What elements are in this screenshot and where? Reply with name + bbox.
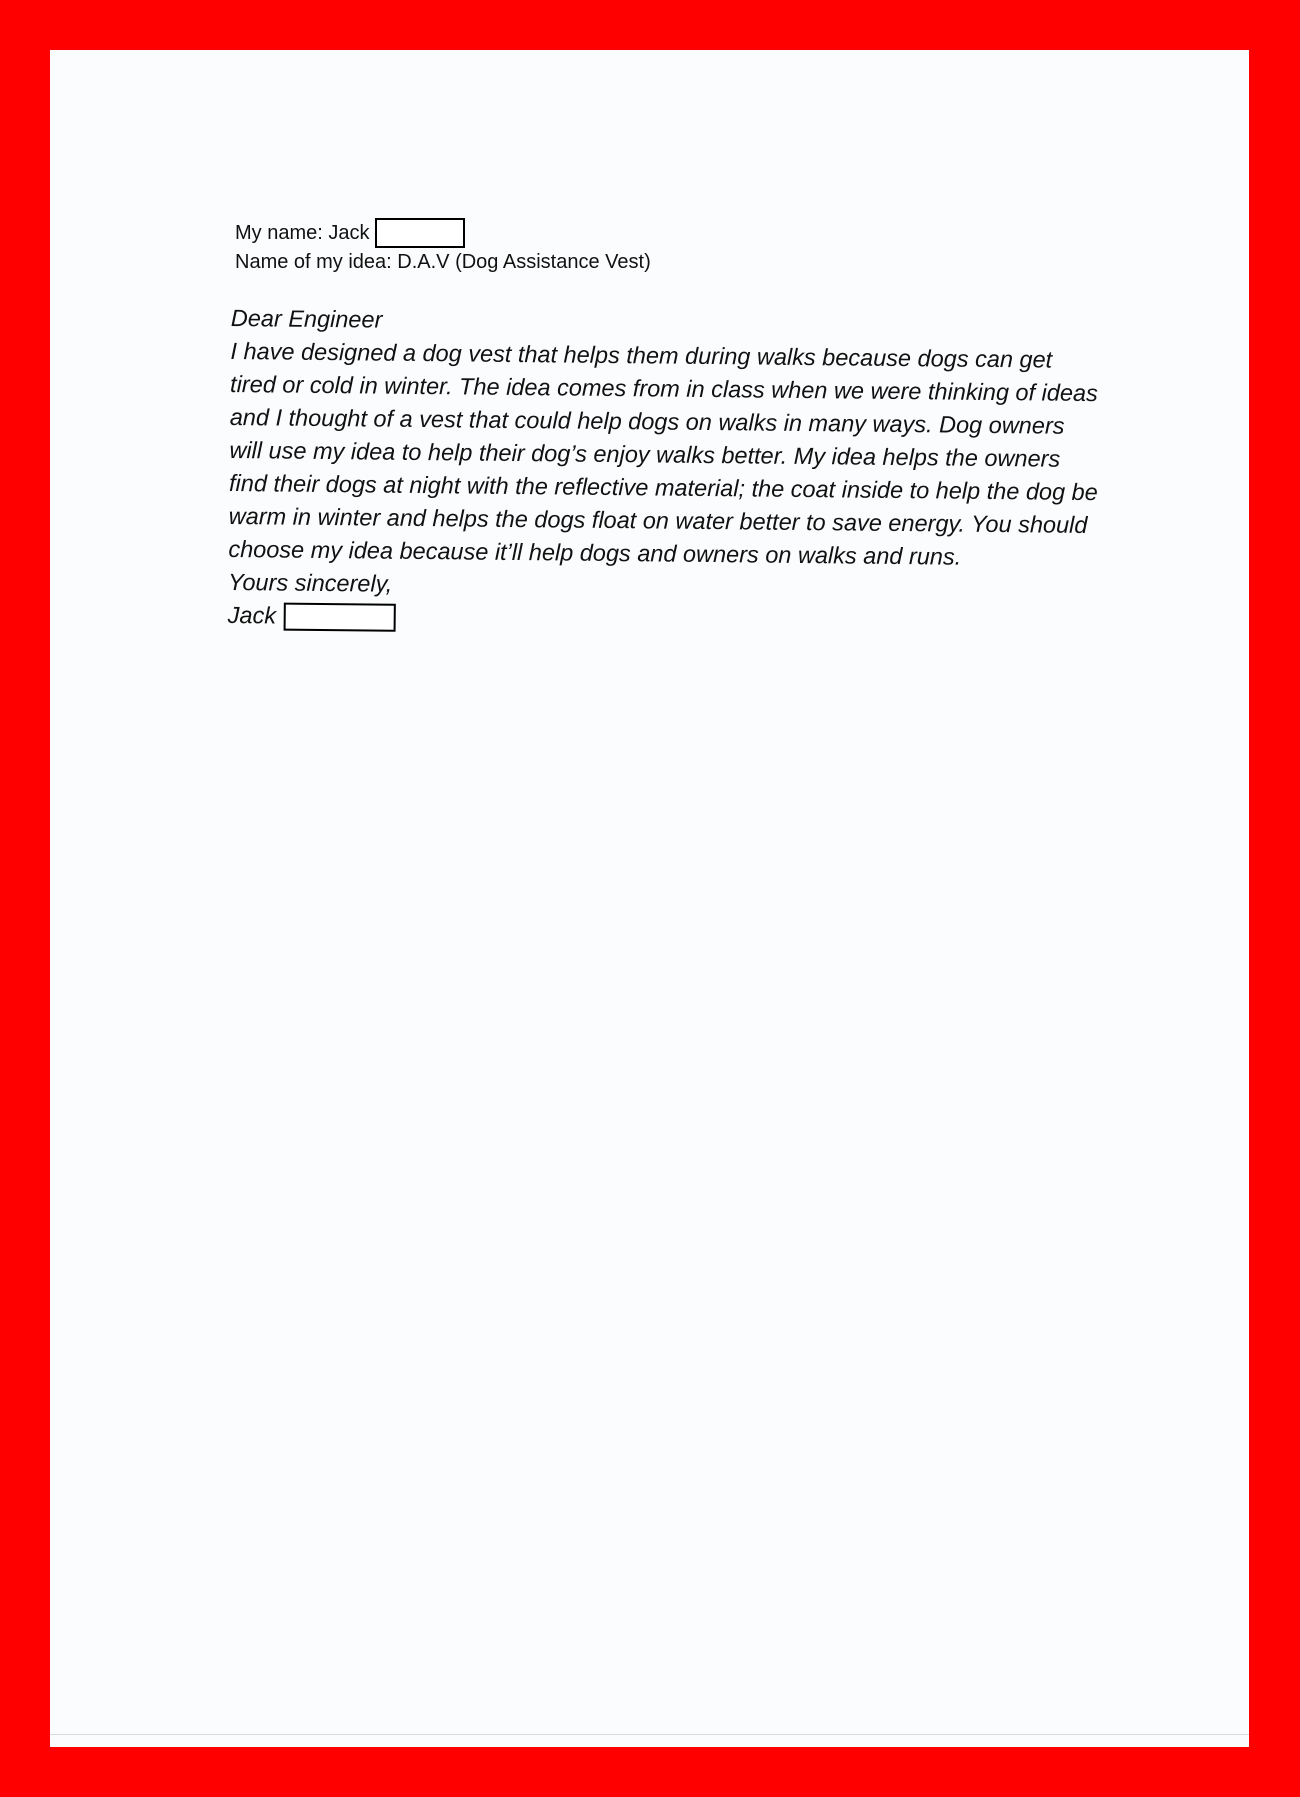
header-block bbox=[235, 218, 651, 277]
idea-line bbox=[235, 248, 651, 277]
name-line bbox=[235, 218, 651, 248]
redacted-signature-box bbox=[284, 602, 396, 631]
salutation: Dear Engineer bbox=[230, 304, 383, 333]
page-bottom-edge bbox=[50, 1734, 1249, 1735]
letter-body bbox=[228, 302, 1101, 641]
idea-label: Name of my idea: D.A.V (Dog Assistance Vest) bbox=[235, 251, 651, 273]
name-label: My name: Jack bbox=[235, 221, 370, 244]
letter-paragraph: I have designed a dog vest that helps them during walks because dogs can get tired or cold in winter. The idea comes from in class when we were thinking of ideas and I thought of a vest that could help dogs on walks in many ways. Dog owners will use my idea to help their dog’s enjoy walks better. My idea helps the owners find their dogs at night with the reflective material; the coat inside to help the dog be warm in winter and helps the dogs float on water better to save energy. You should choose my idea because it’ll help dogs and owners on walks and runs. bbox=[228, 337, 1098, 570]
redacted-surname-box bbox=[375, 218, 465, 248]
closing: Yours sincerely, bbox=[227, 568, 393, 597]
signature: Jack bbox=[227, 601, 277, 629]
document-page bbox=[50, 50, 1249, 1747]
